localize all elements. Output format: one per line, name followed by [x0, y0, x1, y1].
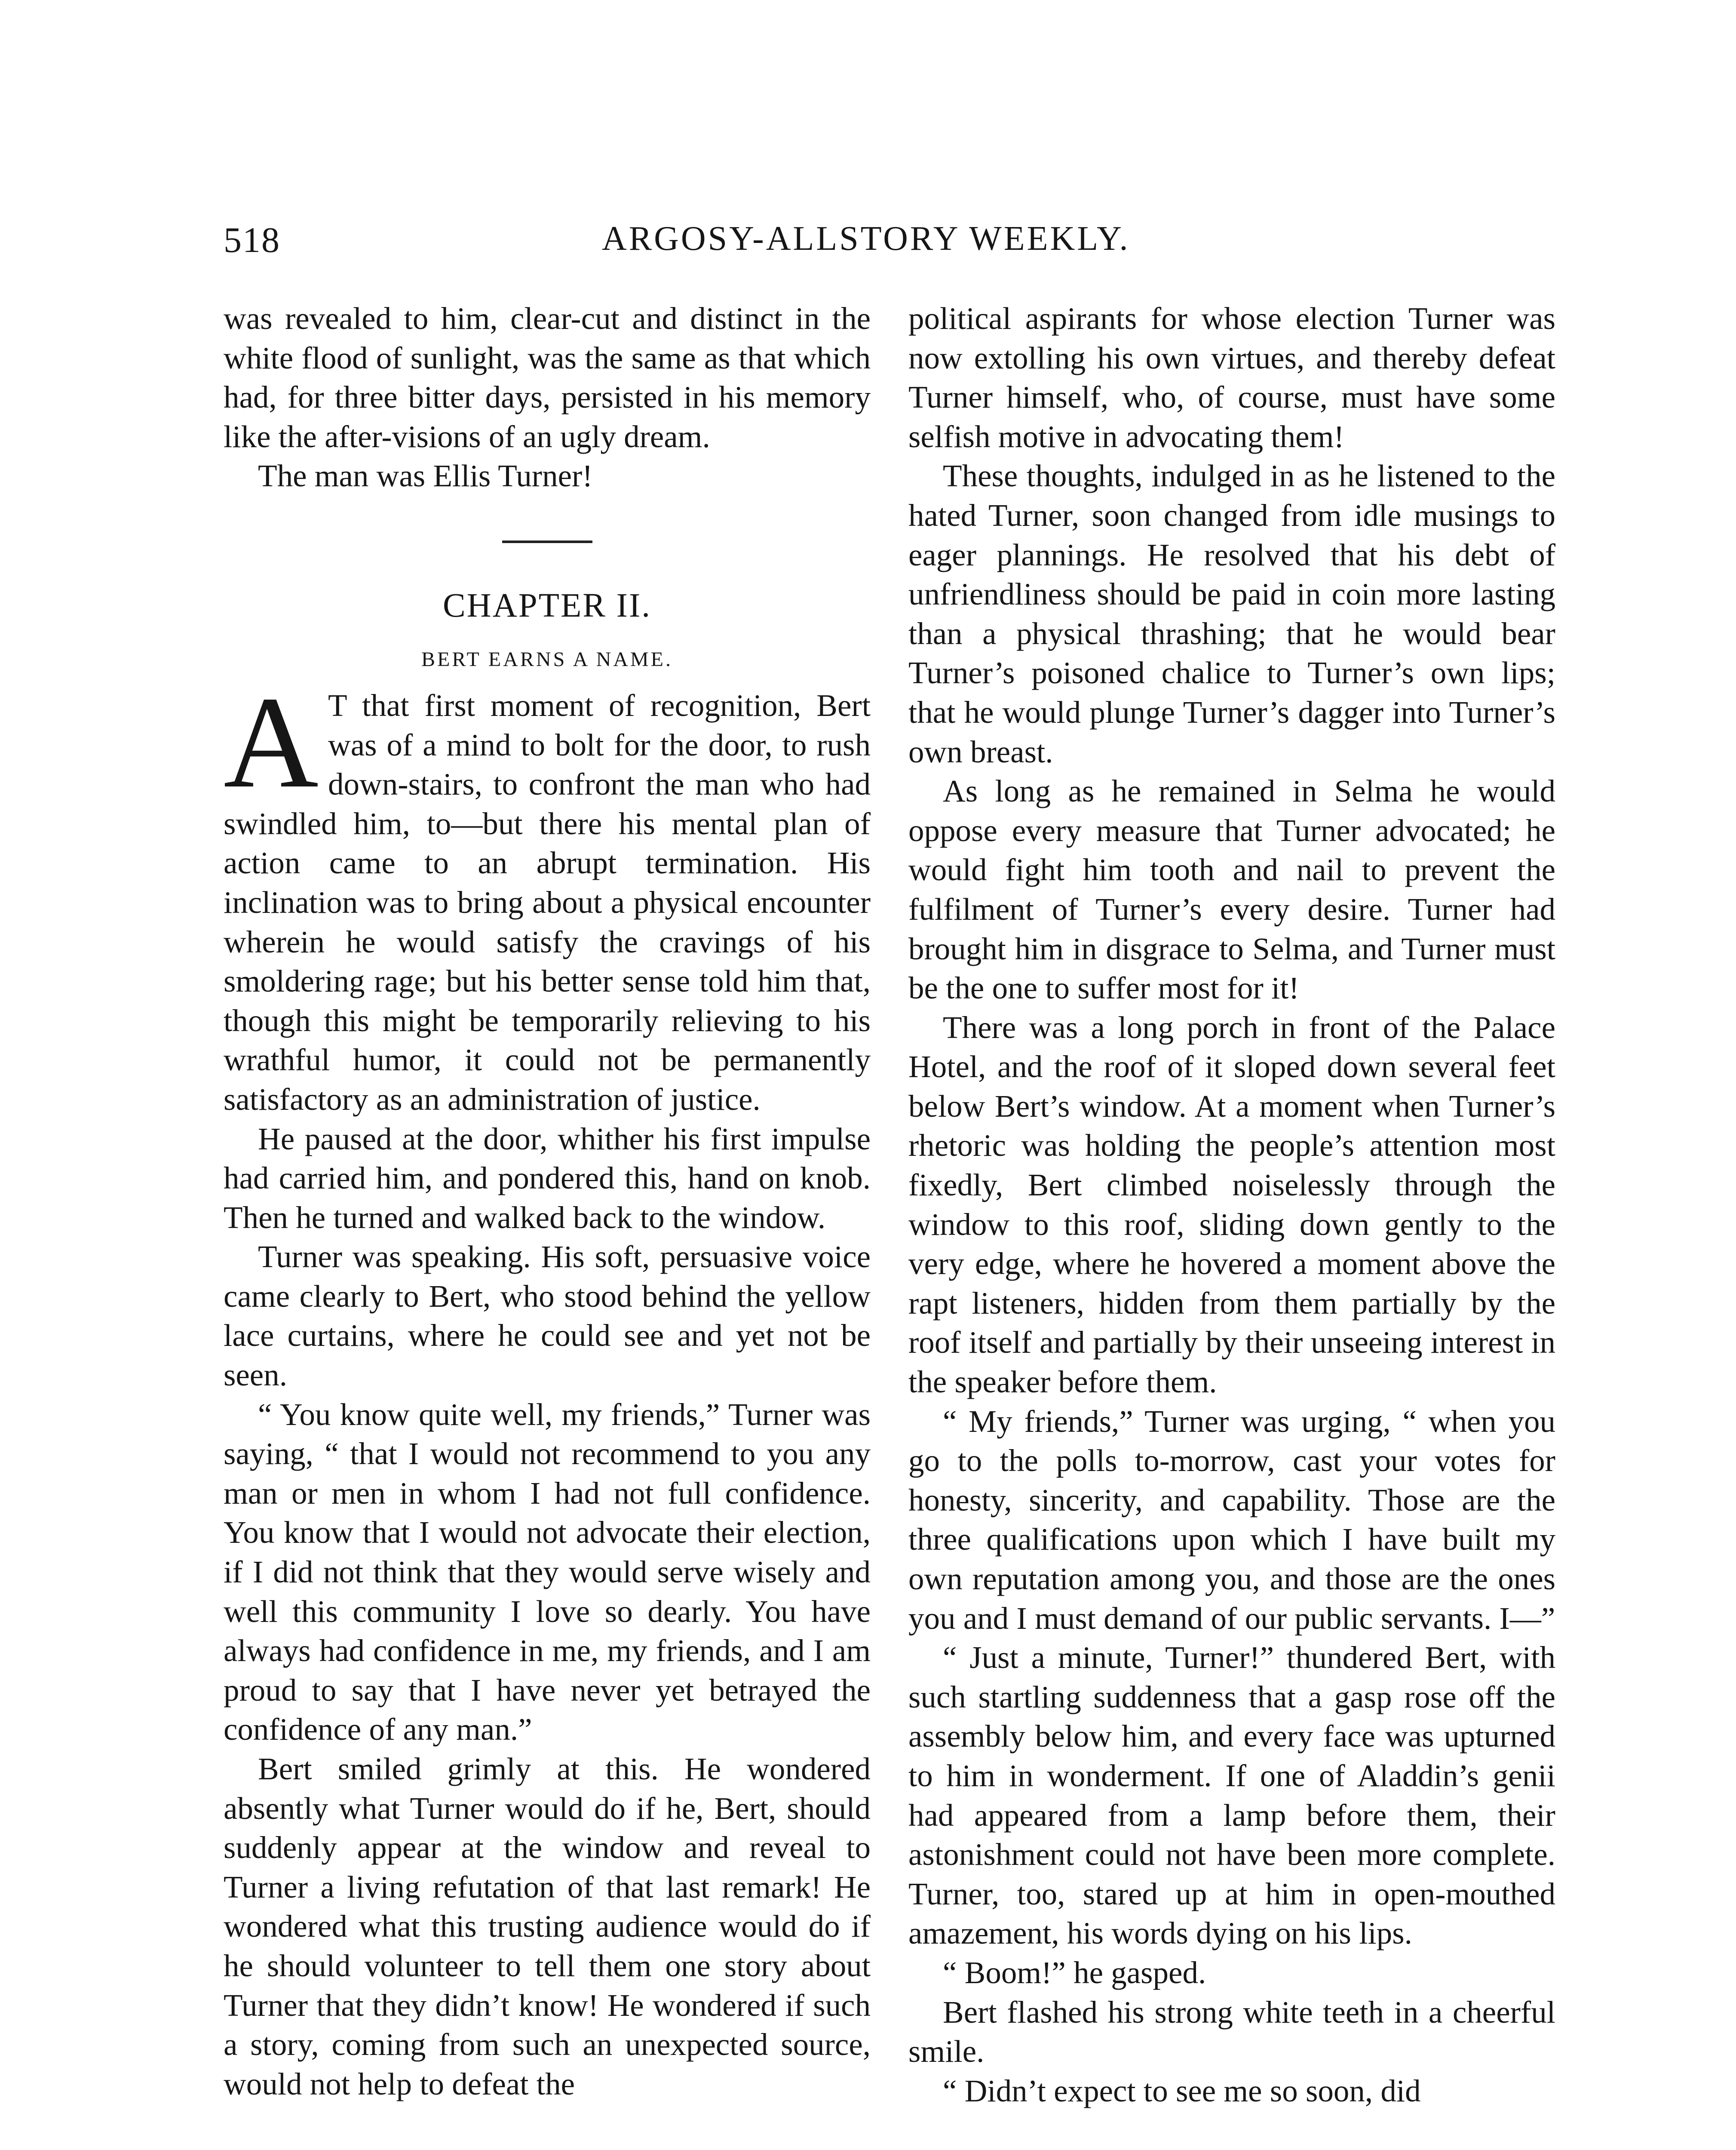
page-header: [224, 219, 1169, 271]
section-divider: [502, 541, 592, 543]
paragraph: He paused at the door, whither his first impulse had carried him, and pondered this, hand on knob. Then he turned and walked back to the window.: [224, 1121, 871, 1235]
page-number: 518: [224, 220, 280, 260]
paragraph: Bert flashed his strong white teeth in a cheerful smile.: [908, 1994, 1555, 2069]
drop-cap: A: [224, 669, 319, 815]
paragraph: These thoughts, indulged in as he listened to the hated Turner, soon changed from idle musings to eager plannings. He resolved that his debt of unfriendliness should be paid in coin more lasting than a physical thrashing; that he would bear Turner’s poisoned chalice to Turner’s own lips; that he would plunge Turner’s dagger into Turner’s own breast.: [908, 458, 1555, 769]
paragraph: The man was Ellis Turner!: [258, 458, 593, 494]
running-title: ARGOSY-ALLSTORY WEEKLY.: [602, 220, 1130, 258]
paragraph: “ Boom!” he gasped.: [943, 1955, 1206, 1990]
paragraph: political aspirants for whose election Turner was now extolling his own virtues, and thereby defeat Turner himself, who, of course, must have some selfish motive in advocating them!: [908, 301, 1555, 454]
paragraph: Turner was speaking. His soft, persuasive voice came clearly to Bert, who stood behind the yellow lace curtains, where he could see and yet not be seen.: [224, 1239, 871, 1393]
paragraph: was revealed to him, clear-cut and distinct in the white flood of sunlight, was the same as that which had, for three bitter days, persisted in his memory like the after-visions of an ugly dream.: [224, 301, 871, 454]
paragraph: “ Didn’t expect to see me so soon, did: [943, 2073, 1421, 2108]
paragraph-with-drop-cap: [224, 669, 871, 1119]
chapter-heading: CHAPTER II.: [442, 587, 652, 624]
chapter-subtitle: BERT EARNS A NAME.: [421, 648, 673, 671]
paragraph: “ My friends,” Turner was urging, “ when you go to the polls to-morrow, cast your votes for honesty, sincerity, and capability. Those are the three qualifications upon which I have built my own reputation among you, and those are the ones you and I must demand of our public servants. I—”: [908, 1404, 1555, 1636]
left-column: [224, 299, 871, 2104]
paragraph: “ Just a minute, Turner!” thundered Bert, with such startling suddenness that a gasp rose off the assembly below him, and every face was upturned to him in wonderment. If one of Aladdin’s genii had appeared from a lamp before them, their astonishment could not have been more complete. Turner, too, stared up at him in open-mouthed amazement, his words dying on his lips.: [908, 1640, 1555, 1951]
paragraph: “ You know quite well, my friends,” Turner was saying, “ that I would not recommend to you any man or men in whom I had not full confidence. You know that I would not advocate their election, if I did not think that they would serve wisely and well this community I love so dearly. You have always had confidence in me, my friends, and I am proud to say that I have never yet betrayed the confidence of any man.”: [224, 1397, 871, 1747]
paragraph-text: T that first moment of recognition, Bert was of a mind to bolt for the door, to rush down-stairs, to confront the man who had swindled him, to—but there his mental plan of action came to an abrupt termination. His inclination was to bring about a physical encounter wherein he would satisfy the cravings of his smoldering rage; but his better sense told him that, though this might be temporarily relieving to his wrathful humor, it could not be permanently satisfactory as an administration of justice.: [224, 688, 871, 1117]
paragraph: As long as he remained in Selma he would oppose every measure that Turner advocated; he would fight him tooth and nail to prevent the fulfilment of Turner’s every desire. Turner had brought him in disgrace to Selma, and Turner must be the one to suffer most for it!: [908, 774, 1555, 1006]
paragraph: There was a long porch in front of the Palace Hotel, and the roof of it sloped down several feet below Bert’s window. At a moment when Turner’s rhetoric was holding the people’s attention most fixedly, Bert climbed noiselessly through the window to this roof, sliding down gently to the very edge, where he hovered a moment above the rapt listeners, hidden from them partially by the roof itself and partially by their unseeing interest in the speaker before them.: [908, 1010, 1555, 1400]
right-column: [908, 299, 1555, 2110]
paragraph: Bert smiled grimly at this. He wondered absently what Turner would do if he, Bert, should suddenly appear at the window and reveal to Turner a living refutation of that last remark! He wondered what this trusting audience would do if he should volunteer to tell them one story about Turner that they didn’t know! He wondered if such a story, coming from such an unexpected source, would not help to defeat the: [224, 1751, 871, 2101]
